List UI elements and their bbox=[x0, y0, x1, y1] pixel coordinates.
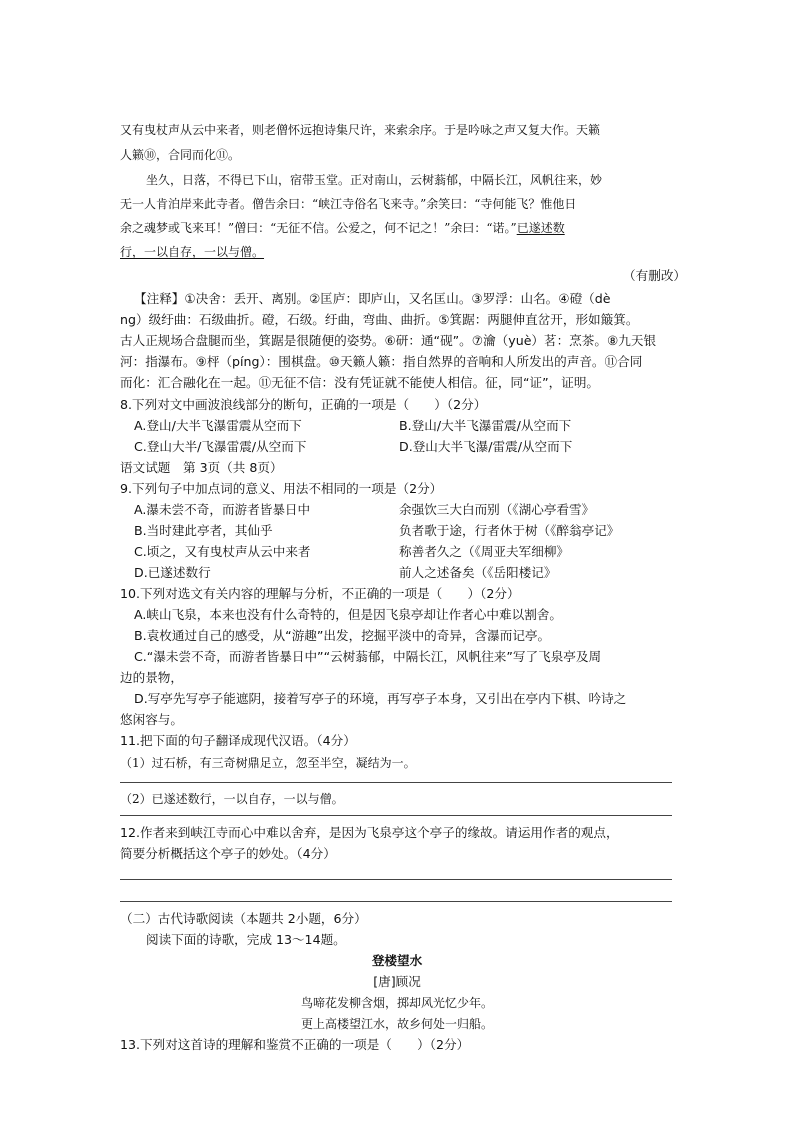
q9-option-b-compare: 负者歌于途，行者休于树（《醉翁亭记》 bbox=[399, 523, 620, 538]
q11-sentence-2: （2）已遂述数行，一以自存，一以与僧。 bbox=[120, 792, 344, 806]
q10-option-c[interactable]: C.“瀑未尝不奇，而游者皆暴日中”“云树蓊郁，中隔长江，风帆往来”写了飞泉亭及周 bbox=[134, 649, 602, 664]
q8-option-c[interactable]: C.登山大半/飞瀑雷震/从空而下 bbox=[134, 439, 307, 454]
q9-option-a[interactable]: A.瀑未尝不奇，而游者皆暴日中 bbox=[134, 502, 311, 517]
q12-stem-line-2: 简要分析概括这个亭子的妙处。（4分） bbox=[120, 846, 336, 861]
q10-option-c-cont: 边的景物， bbox=[120, 670, 183, 685]
source-note: （有删改） bbox=[623, 268, 686, 283]
poem-author: [唐]顾况 bbox=[373, 974, 421, 989]
passage-line-4: 无一人肯泊岸来此寺者。僧告余曰：“峡江寺俗名飞来寺。”余笑曰：“寺何能飞？惟他日 bbox=[120, 197, 577, 211]
section-heading: （二）古代诗歌阅读（本题共 2小题，6分） bbox=[120, 911, 367, 926]
answer-line[interactable] bbox=[120, 782, 672, 783]
notes-line-3: 古人正规场合盘腿而坐，箕踞是很随便的姿势。⑥研：通“砚”。⑦瀹（yuè）茗：烹茶。⑧九天银 bbox=[120, 333, 657, 348]
q10-stem: 10.下列对选文有关内容的理解与分析，不正确的一项是（ ）（2分） bbox=[120, 586, 520, 601]
q9-stem: 9.下列句子中加点词的意义、用法不相同的一项是（2分） bbox=[120, 481, 443, 496]
page-footer: 语文试题 第 3页（共 8页） bbox=[120, 460, 283, 475]
passage-line-3: 坐久，日落，不得已下山，宿带玉堂。正对南山，云树蓊郁，中隔长江，风帆往来，妙 bbox=[146, 173, 603, 187]
q9-option-a-compare: 余强饮三大白而别（《湖心亭看雪》 bbox=[399, 502, 595, 517]
answer-line[interactable] bbox=[120, 901, 672, 902]
passage-line-1: 又有曳杖声从云中来者，则老僧怀远抱诗集尺许，来索余序。于是吟咏之声又复大作。天籁 bbox=[120, 123, 601, 137]
q9-option-c[interactable]: C.顷之，又有曳杖声从云中来者 bbox=[134, 544, 311, 559]
poem-line-2: 更上高楼望江水，故乡何处一归船。 bbox=[300, 1017, 493, 1031]
q8-stem: 8.下列对文中画波浪线部分的断句，正确的一项是（ ）（2分） bbox=[120, 397, 487, 412]
poem-line-1: 鸟啼花发柳含烟，掷却风光忆少年。 bbox=[300, 996, 493, 1010]
q9-option-b[interactable]: B.当时建此亭者，其仙乎 bbox=[134, 523, 273, 538]
q11-stem: 11.把下面的句子翻译成现代汉语。（4分） bbox=[120, 733, 356, 748]
answer-line[interactable] bbox=[120, 815, 672, 816]
q10-option-d[interactable]: D.写亭先写亭子能遮阴，接着写亭子的环境，再写亭子本身，又引出在亭内下棋、吟诗之 bbox=[134, 691, 627, 706]
q9-option-c-compare: 称善者久之（《周亚夫军细柳》 bbox=[399, 544, 570, 559]
q8-option-d[interactable]: D.登山大半飞瀑/雷震/从空而下 bbox=[399, 439, 573, 454]
q8-option-b[interactable]: B.登山/大半飞瀑雷震/从空而下 bbox=[399, 418, 572, 433]
passage-underlined-sentence-start: 已遂述数 bbox=[516, 221, 565, 235]
passage-line-5 bbox=[120, 220, 565, 236]
q12-stem-line-1: 12.作者来到峡江寺而心中难以舍弃，是因为飞泉亭这个亭子的缘故。请运用作者的观点， bbox=[120, 825, 619, 840]
passage-line-2: 人籁⑩，合同而化⑪。 bbox=[120, 148, 241, 162]
passage-line-5-text: 余之魂梦或飞来耳！”僧曰：“无征不信。公爱之，何不记之！”余曰：“诺。” bbox=[120, 221, 517, 235]
notes-line-2: ng）级纡曲：石级曲折。磴，石级。纡曲，弯曲、曲折。⑤箕踞：两腿伸直岔开，形如簸箕。 bbox=[120, 312, 639, 327]
q11-sentence-1: （1）过石桥，有三奇树鼎足立，忽至半空，凝结为一。 bbox=[120, 756, 416, 770]
notes-line-1: 【注释】①决舍：丢开、离别。②匡庐：即庐山，又名匡山。③罗浮：山名。④磴（dè bbox=[134, 291, 611, 306]
q10-option-b[interactable]: B.袁枚通过自己的感受，从“游趣”出发，挖掘平淡中的奇异，含瀑而记亭。 bbox=[134, 628, 551, 643]
q9-option-d[interactable]: D.已遂述数行 bbox=[134, 565, 211, 580]
poem-title: 登楼望水 bbox=[371, 953, 423, 968]
q8-option-a[interactable]: A.登山/大半飞瀑雷震从空而下 bbox=[134, 418, 302, 433]
q10-option-a[interactable]: A.峡山飞泉，本来也没有什么奇特的，但是因飞泉亭却让作者心中难以割舍。 bbox=[134, 607, 562, 622]
section-intro: 阅读下面的诗歌，完成 13～14题。 bbox=[146, 932, 346, 947]
q9-option-d-compare: 前人之述备矣（《岳阳楼记》 bbox=[399, 565, 557, 580]
passage-underlined-sentence-end: 行，一以自存，一以与僧。 bbox=[120, 245, 265, 259]
answer-line[interactable] bbox=[120, 879, 672, 880]
notes-line-4: 河：指瀑布。⑨枰（píng）：围棋盘。⑩天籁人籁：指自然界的音响和人所发出的声音。⑪合同 bbox=[120, 354, 643, 369]
notes-line-5: 而化：汇合融化在一起。⑪无征不信：没有凭证就不能使人相信。征，同“证”，证明。 bbox=[120, 375, 600, 390]
q13-stem: 13.下列对这首诗的理解和鉴赏不正确的一项是（ ）（2分） bbox=[120, 1037, 470, 1052]
q10-option-d-cont: 悠闲容与。 bbox=[120, 712, 183, 727]
